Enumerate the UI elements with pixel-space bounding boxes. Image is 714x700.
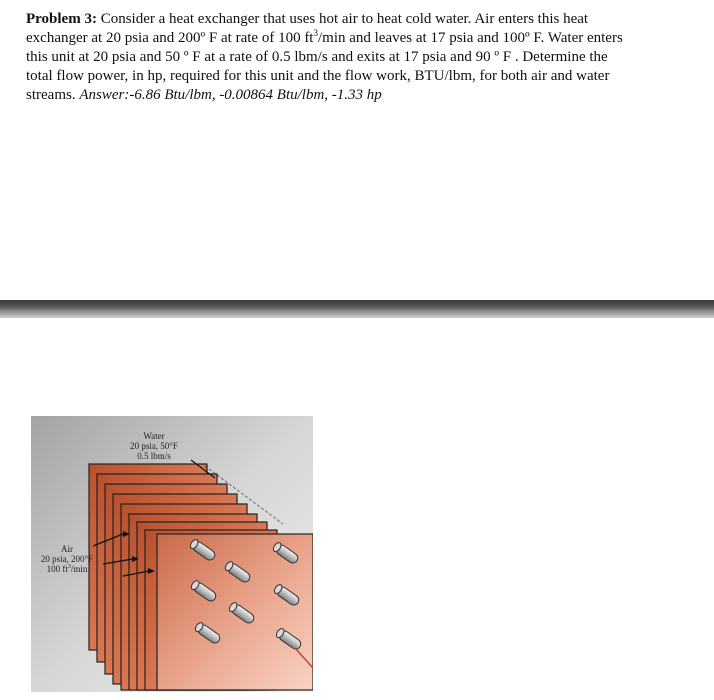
problem-statement: Problem 3: Consider a heat exchanger that uses hot air to heat cold water. Air enters this heat exchanger at 20 psia and 200º F at rate of 100 $ft^3/\min$ and leaves at 17 psia and 100º F. Water enters this unit at 20 psia and 50 º F at a rate of 0.5 lbm/s and exits at 17 psia and 90 º F . Determine the total flow power, in hp, required for this unit and the flow work, BTU/lbm, for both air and water streams. Answer:-6.86 Btu/lbm, -0.00864 Btu/lbm, -1.33 hp [26, 11, 623, 103]
air-label-state: 20 psia, 200°F [40, 554, 94, 564]
water-label-name: Water [143, 431, 165, 441]
answer-text: Answer:-6.86 Btu/lbm, -0.00864 Btu/lbm, -1.33 hp [79, 87, 382, 103]
water-label [119, 431, 189, 461]
superscript-3: 3 [313, 28, 318, 38]
divider-bar [0, 300, 714, 318]
water-label-state: 20 psia, 50°F [130, 441, 178, 451]
problem-line-2a: exchanger at 20 psia and 200º F at rate of 100 ft [26, 30, 314, 46]
air-label-rate: 100 $ft^3/\min$ [46, 564, 88, 574]
water-label-rate: 0.5 lbm/s [137, 451, 171, 461]
problem-line-2b: /min and leaves at 17 psia and 100º F. Water [317, 30, 584, 46]
air-label [31, 544, 103, 574]
problem-line-4: Determine the total flow power, in hp, required for this unit and the flow work, BTU/lbm, for [26, 49, 608, 84]
problem-label: Problem 3 [26, 11, 92, 27]
heat-exchanger-figure [31, 416, 313, 692]
problem-line-5: both air and water streams. [26, 68, 610, 103]
problem-line-1: Consider a heat exchanger that uses hot air to heat cold water. Air enters this heat [100, 11, 589, 27]
problem-line-3: enters this unit at 20 psia and 50 º F at a rate of 0.5 lbm/s and exits at 17 psia and 90 º F . [26, 30, 623, 65]
air-label-name: Air [61, 544, 73, 554]
